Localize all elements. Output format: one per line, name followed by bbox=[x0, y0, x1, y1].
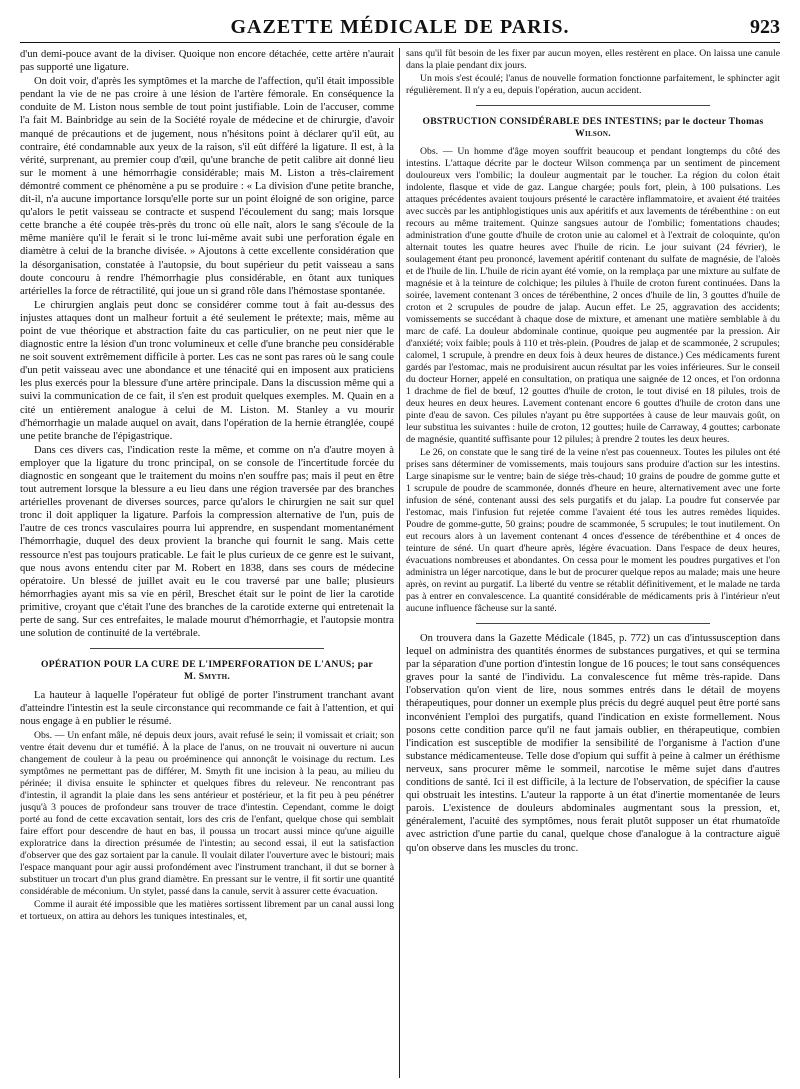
paragraph: On doit voir, d'après les symptômes et la marche de l'affection, qu'il était impossible pendant la vie de ne pas croire à une lésion de l'artère fémorale. En conséquence la conduite de M. Liston nous semble de tout point justifiable. Loin de l'accuser, comme l'a fait M. Bainbridge au sein de la Société royale de médecine et de chirurgie, d'avoir manqué de précautions et de jugement, nous n'hésitons point à déclarer qu'il eût, au contraire, été condamnable aux yeux de la raison, s'il eût différé la ligature. Il est, à la vérité, surprenant, au premier coup d'œil, qu'une branche de petit calibre ait donné lieu sur le moment à une hémorrhagie considérable; mais M. Liston a très-clairement démontré comment ce phénomène a pu se produire : « La division d'une petite branche, dit-il, n'a aucune importance lorsqu'elle porte sur un point éloigné de son origine, parce qu'alors le petit vaisseau se contracte et suspend l'écoulement du sang; mais lorsque cette branche a été coupée très-près du tronc où elle naît, alors le sang s'écoule de la même manière qu'il le ferait si le tronc lui-même avait subi une perforation égale en diamètre à celui de la branche divisée. » Ajoutons à cette excellente considération que la désorganisation, constatée à l'autopsie, du bout supérieur du petit vaisseau a sans doute concouru à rendre l'hémorrhagie plus considérable, en ôtant aux tuniques artérielles la force de rétractilité, qui joue un si grand rôle dans l'hémostase spontanée. bbox=[20, 76, 394, 297]
right-column bbox=[406, 48, 780, 1084]
observation-paragraph: Obs. — Un homme d'âge moyen souffrit beaucoup et pendant longtemps du côté des intestins. L'attaque décrite par le docteur Wilson commença par un sentiment de pincement douloureux vers l'ombilic; la douleur augmentait par le toucher. La région du colon était indolente, flasque et vide de gaz. Langue chargée; pouls fort, plein, à 100 pulsations. Les attaques précédentes avaient toujours présenté le caractère inflammatoire, et avaient été traitées avec succès par les antiphlogistiques unis aux apéritifs et aux lavements de térébenthine : on eut recours au même traitement. Quinze sangsues autour de l'ombilic; fomentations chaudes; administration d'une goutte d'huile de croton unie au calomel et à l'extrait de coloquinte, qu'on alternait toutes les quatre heures avec l'huile de ricin. Le jour suivant (24 février), le soulagement étant peu prononcé, lavement apéritif contenant du sulfate de magnésie, de l'aloès et de l'huile de lin. L'huile de ricin ayant été vomie, on la remplaça par une mixture au sulfate de magnésie et à la teinture de colchique; les pilules à l'huile de croton furent continuées. Dans la soirée, lavement contenant 3 onces de térébenthine, 2 onces d'huile de lin, 3 gouttes d'huile de croton et 2 scrupules de poudre de jalap. Aucun effet. Le 25, aggravation des accidents; vomissements se succédant à chaque dose de mixture, et amenant une matière semblable à du marc de café. La douleur abdominale continue, quoique peu augmentée par la pression. Air d'anxiété; voix faible; pouls à 110 et très-plein. (Poudres de jalap et de scammonée, 2 scrupules; calomel, 1 scrupule, à prendre en deux fois à deux heures de distance.) Ces médicaments furent gardés par l'estomac, mais ne produisirent aucun résultat par les voies inférieures. Sur le conseil du docteur Horner, appelé en consultation, on pratiqua une saignée de 12 onces, et l'on ordonna 1 drachme de fiel de bœuf, 12 gouttes d'huile de croton, le tout divisé en 18 pilules, trois de deux heures en deux heures. Lavement contenant encore 6 gouttes d'huile de croton dans une pinte d'eau de savon. Ces pilules n'ayant pu être supportées à cause de leur mauvais goût, on leur substitua les suivantes : huile de croton, 12 gouttes; huile de Carraway, 4 gouttes; carbonate de magnésie, quantité suffisante pour 12 pilules; à prendre 2 toutes les deux heures. bbox=[406, 146, 780, 445]
paragraph: La hauteur à laquelle l'opérateur fut obligé de porter l'instrument tranchant avant d'atteindre l'intestin est la seule circonstance qui recommande ce fait à l'attention, et qui nous engage à en publier le résumé. bbox=[20, 690, 394, 728]
paragraph: sans qu'il fût besoin de les fixer par aucun moyen, elles restèrent en place. On laissa une canule dans la plaie pendant dix jours. bbox=[406, 48, 780, 71]
paragraph: d'un demi-pouce avant de la diviser. Quoique non encore détachée, cette artère n'aurait pas supporté une ligature. bbox=[20, 49, 394, 74]
column-rule bbox=[399, 48, 400, 1078]
section-heading bbox=[20, 659, 394, 683]
paragraph: Le chirurgien anglais peut donc se considérer comme tout à fait au-dessus des injustes attaques dont un malheur fortuit a été seulement le prétexte; mais, même au point de vue théorique et abstraction faite du cas particulier, on ne peut nier que le diagnostic entre la lésion d'un tronc volumineux et celle d'une branche peu considérable ne soit souvent extrêmement difficile à porter. Les cas ne sont pas rares où le sang coule d'un petit vaisseau avec une abondance et une ténacité qui en imposent aux praticiens les plus exercés pour la blessure d'une artère principale. Dans la discussion même qui a suivi la communication de ce fait, il s'en est produit quelques exemples. M. Quain en a cité un entièrement analogue à celui de M. Liston. M. Stanley a vu mourir d'hémorrhagie un malade auquel on avait, dans l'opération de la hernie étranglée, coupé une petite branche de l'épigastrique. bbox=[20, 299, 394, 442]
paragraph: Le 26, on constate que le sang tiré de la veine n'est pas couenneux. Toutes les pilules ont été prises sans déterminer de vomissements, mais toujours sans produire d'action sur les intestins. Large sinapisme sur le ventre; bain de siége très-chaud; 10 grains de poudre de gomme gutte et 1 scrupule de poudre de scammonée, donnés d'heure en heure, alternativement avec une forte infusion de séné, contenant aussi des sels purgatifs et du jalap. La poudre fut conservée par l'estomac, mais l'infusion fut rejetée comme l'avaient été tous les autres remèdes liquides. Poudre de gomme-gutte, 50 grains; poudre de scammonée, 5 scrupules; le tout inutilement. On eut recours alors à un lavement contenant 4 onces d'essence de térébenthine et 4 onces de teinture de séné. Un quart d'heure après, légère évacuation. Dans l'espace de deux heures, évacuations nombreuses et abondantes. On cessa pour le moment les poudres purgatives et l'on administra un léger narcotique, dans le but de procurer quelque repos au malade; mais une heure après, on revint au purgatif. La liberté du ventre se rétablit définitivement, et le malade ne tarda pas à entrer en convalescence. La quantité considérable de médicaments pris à l'intérieur n'eut aucune influence fâcheuse sur la santé. bbox=[406, 447, 780, 614]
section-title: OBSTRUCTION CONSIDÉRABLE DES INTESTINS; par le docteur Thomas bbox=[422, 116, 764, 127]
journal-title: GAZETTE MÉDICALE DE PARIS. bbox=[230, 16, 570, 38]
section-divider bbox=[476, 105, 710, 106]
section-author: M. Smyth. bbox=[183, 671, 231, 683]
page-header bbox=[20, 14, 780, 43]
paragraph: Un mois s'est écoulé; l'anus de nouvelle formation fonctionne parfaitement, le sphincter agit régulièrement. Il n'y a eu, depuis l'opération, aucun accident. bbox=[406, 73, 780, 96]
paragraph: Dans ces divers cas, l'indication reste la même, et comme on n'a d'autre moyen à employer que la ligature du tronc principal, on se console de l'incertitude forcée du diagnostic en songeant que le traitement du moins n'en souffre pas; mais il peut en être tout autrement lorsque la blessure a eu lieu dans une région traversée par des branches artérielles provenant de diverses sources, parce qu'alors le chirurgien ne sait sur quel tronc il doit appliquer la ligature. Parfois la compression alternative de l'un, puis de l'autre de ces troncs vasculaires pourra lui apprendre, en suspendant momentanément l'hémorrhagie, duquel des deux provient la branche qui fournit le sang. Mais cette ressource n'est pas toujours praticable. Le fait le plus curieux de ce genre est le suivant, que nous avons entendu citer par M. Robert en 1838, dans ses cours de médecine opératoire. Un blessé de juillet avait eu le cou traversé par une balle; plusieurs hémorrhagies ayant mis sa vie en péril, Breschet était sur le point de lier la carotide primitive, croyant que c'était l'une des branches de la carotide externe qui entretenait la perte de sang. Sur ces entrefaites, le malade mourut d'hémorrhagie, et l'autopsie montra une solution de continuité de la vertébrale. bbox=[20, 444, 394, 640]
observation-paragraph: Obs. — Un enfant mâle, né depuis deux jours, avait refusé le sein; il vomissait et criait; son ventre était devenu dur et tuméfié. À la place de l'anus, on ne trouvait ni ouverture ni aucun changement de couleur à la peau ou proéminence qui annonçât le voisinage du rectum. Les symptômes ne permettant pas de différer, M. Smyth fit une incision à la peau, au milieu du périnée; il divisa ensuite le sphincter et quelques fibres du releveur. Ne rencontrant pas d'intestin, il agrandit la plaie dans les sens antérieur et postérieur, et la fit peu à peu pénétrer jusqu'à 3 pouces de profondeur sans trouver de trace d'intestin. Cependant, comme le doigt porté au fond de cette excavation sentait, lors des cris de l'enfant, quelque chose qui semblait faire effort pour descendre de haut en bas, il poussa un trocart aussi mince qu'une aiguille exploratrice dans la direction présumée de l'intestin; au second essai, il eut la satisfaction d'observer que des gaz sortaient par la canule. Il voulait dilater l'ouverture avec le bistouri; mais l'espace manquant pour agir aussi profondément avec l'instrument tranchant, il dut se borner à substituer un trocart d'un plus grand diamètre. En pressant sur le ventre, il fit sortir une quantité considérable de méconium. Un stylet, passé dans la canule, servit à assurer cette évacuation. bbox=[20, 729, 394, 897]
section-heading bbox=[406, 116, 780, 140]
paragraph: Comme il aurait été impossible que les matières sortissent librement par un canal aussi long et tortueux, on attira au dehors les tuniques intestinales, et, bbox=[20, 898, 394, 922]
section-divider bbox=[476, 623, 710, 624]
section-title: OPÉRATION POUR LA CURE DE L'IMPERFORATION DE L'ANUS; par bbox=[41, 659, 373, 671]
section-author: Wilson. bbox=[575, 128, 611, 139]
section-divider bbox=[90, 648, 324, 649]
page-number: 923 bbox=[750, 16, 780, 38]
left-column bbox=[20, 48, 394, 1084]
commentary-paragraph: On trouvera dans la Gazette Médicale (1845, p. 772) un cas d'intussusception dans lequel on administra des quantités énormes de substances purgatives, et qui se termina par la séparation d'une portion d'intestin longue de 16 pouces; le tout sans conséquences graves pour la santé de l'individu. La convalescence fut même très-rapide. Dans l'observation qu'on vient de lire, nous sommes entrés dans le détail de moyens thérapeutiques, pour donner un exemple plus précis du degré auquel peut être porté sans inconvénient l'emploi des purgatifs, quand l'indication en existe formellement. Nous posons cette condition parce qu'il ne faut jamais oublier, en thérapeutique, combien l'indication est susceptible de modifier la sensibilité de l'organisme à l'action d'une substance médicamenteuse. Telle dose d'opium qui suffit à peine à calmer un éréthisme nerveux, sans procurer même le sommeil, narcotise le même sujet dans d'autres conditions de santé. Ici il est difficile, à la lecture de l'observation, de spécifier la cause qui obstruait les intestins. L'auteur la rapporte à un état d'inertie momentanée de leurs parois. L'existence de douleurs abdominales augmentant sous la pression, et, généralement, l'acuité des symptômes, nous ferait plutôt supposer un état rhumatoïde avec astriction d'une partie du canal, quelque chose d'analogue à la contracture aiguë qu'on observe dans les muscles du tronc. bbox=[406, 633, 780, 854]
